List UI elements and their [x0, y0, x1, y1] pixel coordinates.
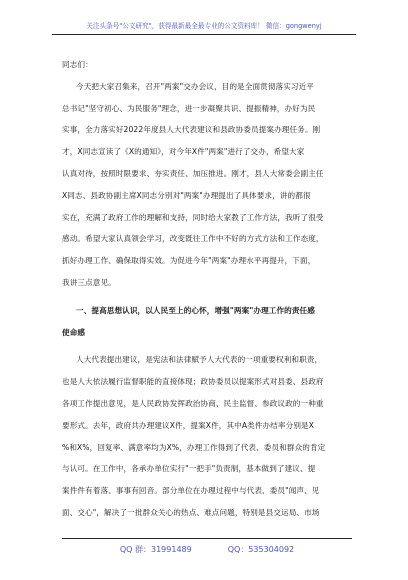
paragraph-line: 实在，充满了政府工作的理解和支持，同时给大家教了工作方法，我听了很受 [62, 212, 324, 222]
paragraph-line: 要形式。去年，政府共办理建议X件，提案X件，其中A类件办结率分别是X [62, 420, 315, 430]
section-heading-continued: 使命感 [62, 327, 86, 337]
paragraph-line: X同志、县政协副主席X同志分别对"两案"办理提出了具体要求，讲的都很 [62, 190, 311, 200]
paragraph-line: 总书记"坚守初心、为民服务"理念，进一步凝聚共识、提振精神，办好为民 [62, 103, 316, 113]
paragraph-line: 与认可。在工作中，各承办单位实行"一把手"负责制，基本做到了建议、提 [62, 464, 316, 474]
paragraph-line: 才，X同志宣读了《X的通知》，对今年X件"两案"进行了交办，希望大家 [62, 147, 305, 157]
paragraph-line: 案件件有着落、事事有回音。部分单位在办理过程中与代表、委员"闻声、见 [62, 486, 320, 496]
qq-number-text: QQ：535304092 [227, 545, 295, 554]
document-body [62, 54, 352, 524]
section-heading: 一、提高思想认识，以人民至上的心怀，增强"两案"办理工作的责任感 [76, 305, 315, 315]
paragraph-line: 各项工作提出意见，是人民政协发挥政治协商、民主监督、参政议政的一种重 [62, 398, 324, 408]
paragraph-line: 认真对待，按照时限要求、夯实责任、加压推进。刚才，县人大常委会副主任 [62, 168, 324, 178]
paragraph-line: 面、交心"，解决了一批群众关心的热点、难点问题，特别是县交运局、市场 [62, 507, 320, 517]
paragraph-line: 人大代表提出建议，是宪法和法律赋予人大代表的一项重要权利和职责， [76, 355, 323, 365]
promo-banner: 关注头条号"公文研究"，获得最新最全最专业的公文资料库！ 微信：gongwenyj [52, 22, 356, 35]
greeting: 同志们： [62, 60, 93, 69]
paragraph-line: 感动。希望大家认真领会学习，改变既往工作中不好的方式方法和工作态度， [62, 234, 324, 244]
paragraph-line: %和X%，回复率、满意率均为X%，办理工作得到了代表、委员和群众的肯定 [62, 442, 326, 452]
paragraph-line: 也是人大依法履行监督职能的直接体现；政协委员以提案形式对县委、县政府 [62, 377, 324, 387]
footer-contact [62, 538, 352, 555]
paragraph-line: 今天把大家召集来，召开"两案"交办会议，目的是全面贯彻落实习近平 [76, 81, 314, 91]
paragraph-line: 我讲三点意见。 [62, 277, 116, 287]
paragraph-line: 抓好办理工作、确保取得实效。为促进今年"两案"办理水平再提升，下面， [62, 256, 316, 266]
paragraph-line: 实事，全力落实好2022年度县人大代表建议和县政协委员提案办理任务。刚 [62, 125, 321, 135]
qq-group-text: QQ 群：31991489 [119, 545, 192, 554]
